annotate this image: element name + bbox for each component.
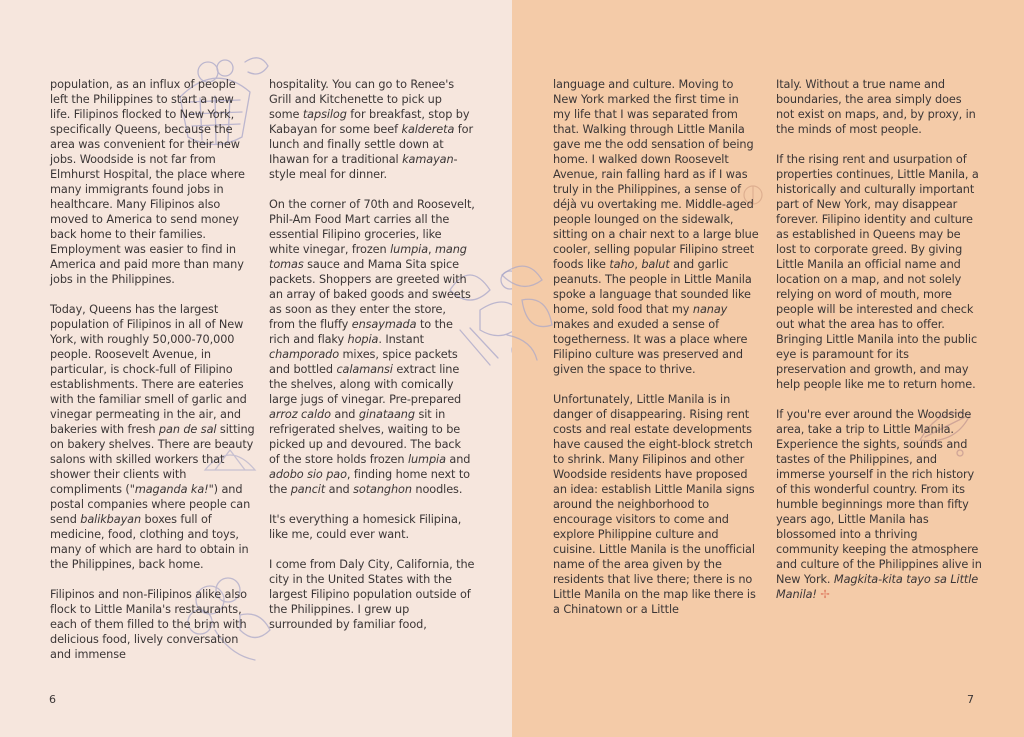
paragraph: I come from Daly City, California, the city in the United States with the largest Filipino population outside of the Philippines. I grew up surrounded by familiar food,	[269, 558, 475, 631]
paragraph: Unfortunately, Little Manila is in danger of disappearing. Rising rent costs and real estate developments have caused the eight-block stretch to shrink. Many Filipinos and other Woodside residents have proposed an idea: establish Little Manila signs around the neighborhood to encourage visitors to come and explore Philippine culture and cuisine. Little Manila is the unofficial name of the area given by the residents that live there; there is no Little Manila on the map like there is a Chinatown or a Little	[553, 393, 756, 616]
right-page	[512, 0, 1024, 737]
paragraph: population, as an influx of people left the Philippines to start a new life. Filipinos flocked to New York, specifically Queens, because the area was convenient for their new jobs. Woodside is not far from Elmhurst Hospital, the place where many immigrants found jobs in healthcare. Many Filipinos also moved to America to send money back home to their families. Employment was easier to find in America and paid more than many jobs in the Philippines.	[50, 78, 245, 286]
left-page-column-2	[269, 77, 475, 647]
paragraph: hospitality. You can go to Renee's Grill and Kitchenette to pick up some tapsilog for breakfast, stop by Kabayan for some beef kaldereta for lunch and finally settle down at Ihawan for a traditional kamayan-style meal for dinner.	[269, 78, 474, 181]
paragraph: Italy. Without a true name and boundaries, the area simply does not exist on maps, and, by proxy, in the minds of most people.	[776, 78, 976, 136]
paragraph: language and culture. Moving to New York marked the first time in my life that I was separated from that. Walking through Little Manila gave me the odd sensation of being home. I walked down Roosevelt Avenue, rain falling hard as if I was truly in the Philippines, a sense of déjà vu overtaking me. Middle-aged people lounged on the sidewalk, sitting on a chair next to a large blue cooler, selling popular Filipino street foods like taho, balut and garlic peanuts. The people in Little Manila spoke a language that sounded like home, sold food that my nanay makes and exuded a sense of togetherness. It was a place where Filipino culture was preserved and given the space to thrive.	[553, 78, 759, 376]
paragraph: If the rising rent and usurpation of properties continues, Little Manila, a historically and culturally important part of New York, may disappear forever. Filipino identity and culture as established in Queens may be lost to corporate greed. By giving Little Manila an official name and location on a map, and not solely relying on word of mouth, more people will be interested and check out what the area has to offer. Bringing Little Manila into the public eye is paramount for its preservation and growth, and may help people like me to return home.	[776, 153, 979, 391]
right-page-column-2	[776, 77, 982, 617]
paragraph: On the corner of 70th and Roosevelt, Phil-Am Food Mart carries all the essential Filipino groceries, like white vinegar, frozen lumpia, mang tomas sauce and Mama Sita spice packets. Shoppers are greeted with an array of baked goods and sweets as soon as they enter the store, from the fluffy ensaymada to the rich and flaky hopia. Instant champorado mixes, spice packets and bottled calamansi extract line the shelves, along with comically large jugs of vinegar. Pre-prepared arroz caldo and ginataang sit in refrigerated shelves, waiting to be picked up and devoured. The back of the store holds frozen lumpia and adobo sio pao, finding home next to the pancit and sotanghon noodles.	[269, 198, 475, 496]
paragraph: Filipinos and non-Filipinos alike also flock to Little Manila's restaurants, each of them filled to the brim with delicious food, lively conversation and immense	[50, 588, 247, 661]
paragraph: Today, Queens has the largest population of Filipinos in all of New York, with roughly 50,000-70,000 people. Roosevelt Avenue, in particular, is chock-full of Filipino establishments. There are eateries with the familiar smell of garlic and vinegar permeating in the air, and bakeries with fresh pan de sal sitting on bakery shelves. There are beauty salons with skilled workers that shower their clients with compliments ("maganda ka!") and postal companies where people can send balikbayan boxes full of medicine, food, clothing and toys, many of which are hard to obtain in the Philippines, back home.	[50, 303, 255, 571]
paragraph: It's everything a homesick Filipina, like me, could ever want.	[269, 513, 462, 541]
right-page-column-1	[553, 77, 759, 632]
paragraph: If you're ever around the Woodside area, take a trip to Little Manila. Experience the sights, sounds and tastes of the Philippines, and immerse yourself in the rich history of this wonderful country. From its humble beginnings more than fifty years ago, Little Manila has blossomed into a thriving community keeping the atmosphere and culture of the Philippines alive in New York. Magkita-kita tayo sa Little Manila! ✢	[776, 408, 982, 601]
page-number-left: 6	[49, 693, 56, 706]
left-page-column-1	[50, 77, 256, 677]
page-number-right: 7	[967, 693, 974, 706]
